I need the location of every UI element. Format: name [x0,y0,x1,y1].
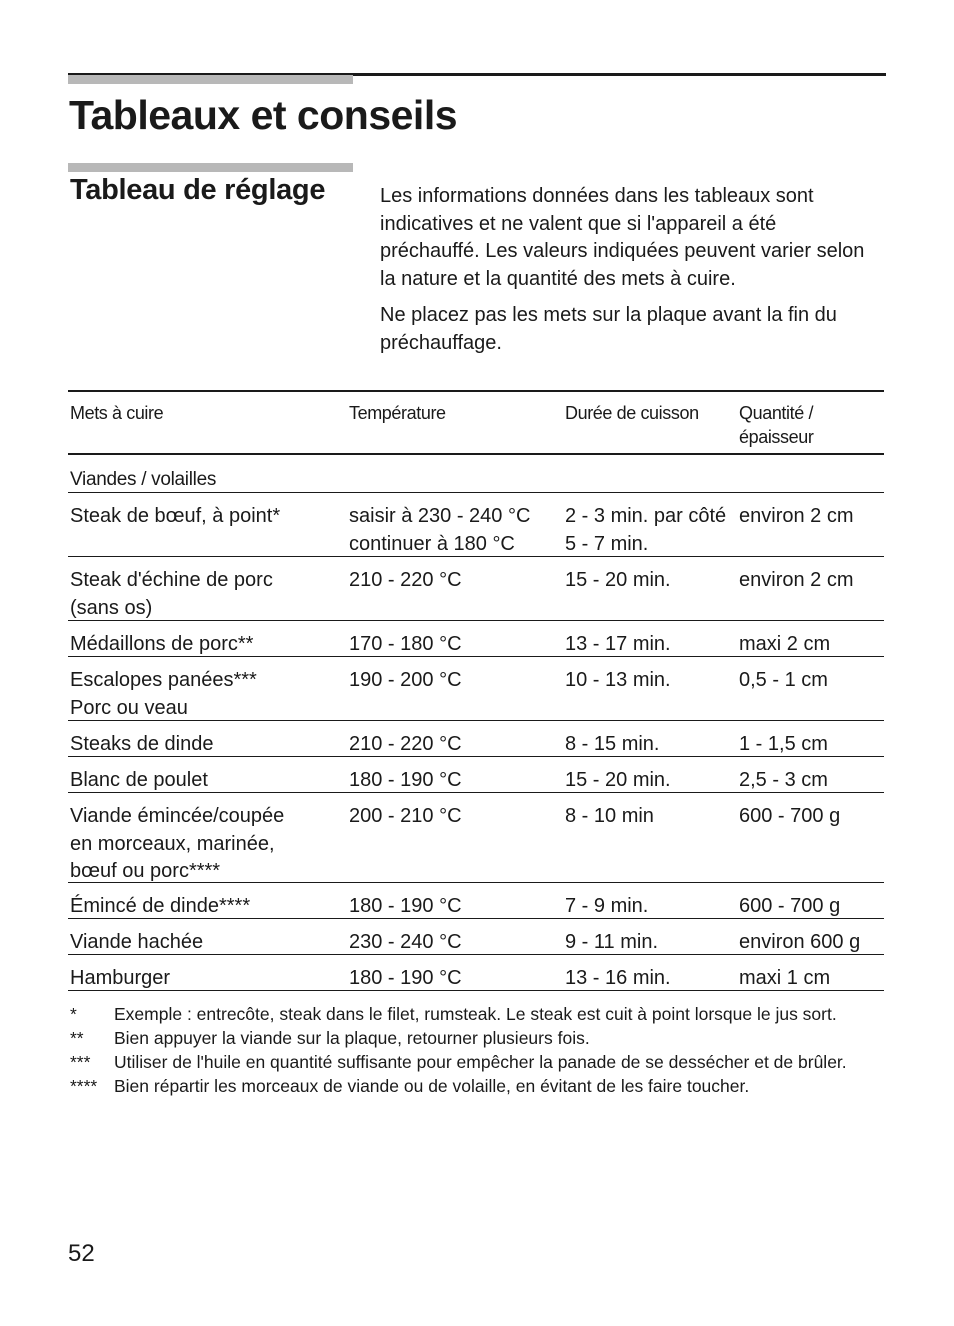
cell-dish: Steak d'échine de porc (sans os) [70,569,273,619]
cell-temperature: 230 - 240 °C [349,931,462,953]
cell-temperature: 170 - 180 °C [349,633,462,655]
table-row [68,918,884,954]
category-row [68,455,884,492]
cell-dish: Steaks de dinde [70,733,214,755]
footnote-text: Bien répartir les morceaux de viande ou de volaille, en évitant de les faire toucher. [114,1076,750,1096]
cell-temperature: 180 - 190 °C [349,769,462,791]
cell-temperature: 180 - 190 °C [349,967,462,989]
footnote-text: Exemple : entrecôte, steak dans le filet, rumsteak. Le steak est cuit à point lorsque le jus sort. [114,1004,837,1024]
footnotes [70,1002,880,1098]
cell-quantity: environ 2 cm [739,569,854,591]
footnote [70,1074,880,1098]
cell-quantity: 600 - 700 g [739,805,841,827]
footnote-marker: *** [70,1052,91,1072]
cell-duration: 2 - 3 min. par côté 5 - 7 min. [565,505,727,555]
cell-quantity: environ 2 cm [739,505,854,527]
cell-temperature: 190 - 200 °C [349,669,462,691]
cell-duration: 13 - 17 min. [565,633,671,655]
cell-quantity: 600 - 700 g [739,895,841,917]
cell-quantity: environ 600 g [739,931,861,953]
intro-paragraph: Les informations données dans les tableaux sont indicatives et ne valent que si l'appareil a été préchauffé. Les valeurs indiquées peuvent varier selon la nature et la quantité des mets à cuire. [380,185,865,290]
table-row [68,620,884,656]
footnote-text: Utiliser de l'huile en quantité suffisante pour empêcher la panade de se dessécher et de brûler. [114,1052,847,1072]
table-row [68,792,884,882]
column-header-quantity: Quantité / épaisseur [739,403,814,447]
cell-temperature: 210 - 220 °C [349,733,462,755]
footnote-marker: **** [70,1076,98,1096]
footnote [70,1050,880,1074]
cell-temperature: 200 - 210 °C [349,805,462,827]
cell-duration: 9 - 11 min. [565,931,658,953]
page-title: Tableaux et conseils [69,92,458,138]
cell-quantity: 0,5 - 1 cm [739,669,828,691]
cell-duration: 10 - 13 min. [565,669,671,691]
footnote [70,1002,880,1026]
cell-dish: Blanc de poulet [70,769,208,791]
table-row [68,492,884,556]
table-row [68,954,884,990]
footnote-text: Bien appuyer la viande sur la plaque, retourner plusieurs fois. [114,1028,590,1048]
cell-temperature: 210 - 220 °C [349,569,462,591]
header-accent-bar [68,75,353,84]
cell-dish: Viande hachée [70,931,204,953]
cell-duration: 13 - 16 min. [565,967,671,989]
section-title: Tableau de réglage [70,174,326,206]
table-row [68,556,884,620]
cell-quantity: maxi 1 cm [739,967,831,989]
cell-dish: Médaillons de porc** [70,633,254,655]
category-label: Viandes / volailles [70,469,217,490]
cell-temperature: saisir à 230 - 240 °C continuer à 180 °C [349,505,531,555]
table-body [68,492,884,990]
column-header-duration: Durée de cuisson [565,403,699,423]
column-header-dish: Mets à cuire [70,403,164,423]
cell-quantity: 2,5 - 3 cm [739,769,828,791]
footnote-marker: * [70,1004,77,1024]
table-row [68,882,884,918]
page-number: 52 [68,1240,95,1267]
intro-text [380,183,880,357]
cell-duration: 15 - 20 min. [565,569,671,591]
footnote-marker: ** [70,1028,84,1048]
cell-quantity: maxi 2 cm [739,633,831,655]
table-row [68,720,884,756]
cell-dish: Hamburger [70,967,171,989]
cell-quantity: 1 - 1,5 cm [739,733,828,755]
column-header-temperature: Température [349,403,446,423]
cell-dish: Escalopes panées*** Porc ou veau [70,669,257,719]
cell-dish: Émincé de dinde**** [70,895,251,917]
section-accent-bar [68,163,353,172]
intro-paragraph: Ne placez pas les mets sur la plaque avant la fin du préchauffage. [380,304,837,354]
table-header-row [68,390,884,455]
cell-dish: Steak de bœuf, à point* [70,505,281,527]
cell-duration: 15 - 20 min. [565,769,671,791]
cell-duration: 8 - 10 min [565,805,654,827]
cell-duration: 7 - 9 min. [565,895,649,917]
table-row [68,656,884,720]
cell-dish: Viande émincée/coupée en morceaux, marinée, bœuf ou porc**** [70,805,285,882]
footnote [70,1026,880,1050]
cell-duration: 8 - 15 min. [565,733,660,755]
cell-temperature: 180 - 190 °C [349,895,462,917]
settings-table [68,390,884,991]
table-row [68,756,884,792]
